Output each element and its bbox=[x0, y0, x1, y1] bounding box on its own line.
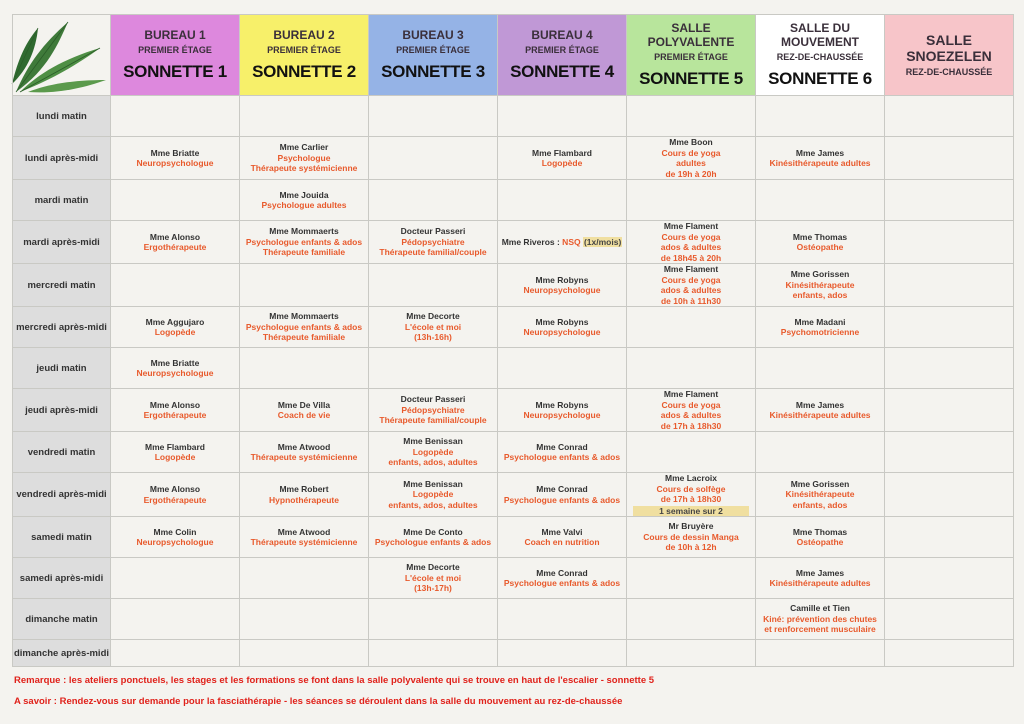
slot-cell bbox=[756, 137, 885, 180]
schedule-table bbox=[12, 14, 1014, 667]
slot-cell bbox=[498, 640, 627, 667]
slot-cell bbox=[885, 599, 1014, 640]
slot-cell bbox=[240, 517, 369, 558]
slot-cell bbox=[111, 473, 240, 517]
day-label: mercredi après-midi bbox=[13, 307, 111, 348]
day-label: lundi après-midi bbox=[13, 137, 111, 180]
slot-cell bbox=[627, 389, 756, 432]
room-floor: PREMIER ÉTAGE bbox=[525, 45, 599, 55]
practitioner-role: Psychologue bbox=[277, 152, 331, 163]
slot-cell bbox=[885, 473, 1014, 517]
practitioner-name: Mme Mommaerts bbox=[269, 311, 339, 322]
day-label: samedi matin bbox=[13, 517, 111, 558]
practitioner-name: Mme Flament bbox=[663, 389, 719, 399]
practitioner-role: de 19h à 20h bbox=[665, 168, 717, 179]
slot-cell bbox=[756, 180, 885, 221]
practitioner-role: Pédopsychiatre bbox=[401, 236, 465, 247]
slot-cell bbox=[369, 473, 498, 517]
slot-cell bbox=[369, 137, 498, 180]
column-header-1 bbox=[111, 15, 240, 96]
slot-cell bbox=[498, 432, 627, 473]
practitioner-role: enfants, ados bbox=[792, 499, 848, 510]
slot-cell bbox=[498, 389, 627, 432]
room-title: BUREAU 3 bbox=[402, 28, 464, 42]
room-title: BUREAU 2 bbox=[273, 28, 335, 42]
room-bell: SONNETTE 6 bbox=[768, 69, 872, 88]
slot-cell bbox=[369, 432, 498, 473]
day-label: lundi matin bbox=[13, 96, 111, 137]
note-remarque: Remarque : les ateliers ponctuels, les stages et les formations se font dans la salle polyvalente qui se trouve en haut de l'escalier - sonnette 5 bbox=[14, 675, 655, 686]
practitioner-name: Mme Flambard bbox=[532, 147, 592, 158]
practitioner-role: enfants, ados, adultes bbox=[388, 499, 478, 510]
slot-cell bbox=[756, 432, 885, 473]
practitioner-name: Docteur Passeri bbox=[400, 394, 466, 405]
practitioner-role: Cours de dessin Manga bbox=[643, 531, 739, 542]
practitioner-name: Mme Thomas bbox=[792, 231, 848, 242]
practitioner-role: Psychologue adultes bbox=[261, 200, 347, 210]
practitioner-role: Cours de yoga bbox=[661, 231, 721, 242]
practitioner-role: (13h-16h) bbox=[414, 332, 452, 343]
slot-cell bbox=[627, 221, 756, 264]
column-header-7 bbox=[885, 15, 1014, 96]
practitioner-name: Mme Flambard bbox=[145, 441, 205, 452]
slot-cell bbox=[111, 558, 240, 599]
slot-cell bbox=[627, 307, 756, 348]
practitioner-name: Mme Decorte bbox=[406, 311, 460, 322]
practitioner-name: Mme Valvi bbox=[541, 526, 583, 537]
slot-cell bbox=[885, 137, 1014, 180]
table-row bbox=[13, 307, 1014, 348]
practitioner-name: Mme Colin bbox=[153, 526, 197, 537]
practitioner-role: Cours de yoga bbox=[661, 147, 721, 158]
practitioner-name: Mme Robert bbox=[279, 484, 329, 494]
room-title: BUREAU 1 bbox=[144, 28, 206, 42]
practitioner-role: de 10h à 11h30 bbox=[660, 295, 721, 306]
slot-cell bbox=[627, 264, 756, 307]
slot-cell bbox=[369, 599, 498, 640]
table-row bbox=[13, 221, 1014, 264]
practitioner-role: ados & adultes bbox=[660, 410, 722, 420]
practitioner-role: de 17h à 18h30 bbox=[660, 420, 722, 431]
slot-cell bbox=[369, 348, 498, 389]
slot-cell bbox=[756, 264, 885, 307]
slot-cell bbox=[627, 137, 756, 180]
room-floor: PREMIER ÉTAGE bbox=[138, 45, 212, 55]
practitioner-name: Mme Robyns bbox=[535, 316, 589, 327]
practitioner-role: Kinésithérapeute adultes bbox=[769, 158, 871, 168]
slot-cell bbox=[885, 264, 1014, 307]
slot-cell bbox=[756, 348, 885, 389]
practitioner-role: Logopède bbox=[541, 158, 583, 168]
room-title: SALLE SNOEZELEN bbox=[906, 32, 992, 64]
room-floor: PREMIER ÉTAGE bbox=[267, 45, 341, 55]
slot-cell bbox=[885, 558, 1014, 599]
practitioner-role: adultes bbox=[676, 158, 706, 168]
slot-cell bbox=[885, 348, 1014, 389]
slot-cell bbox=[627, 599, 756, 640]
slot-cell bbox=[627, 517, 756, 558]
day-label: dimanche matin bbox=[13, 599, 111, 640]
room-title: SALLE POLYVALENTE bbox=[647, 21, 735, 49]
slot-cell bbox=[111, 599, 240, 640]
practitioner-role: Psychologue enfants & ados bbox=[245, 321, 363, 332]
practitioner-name: Mme Gorissen bbox=[790, 478, 850, 489]
day-label: mardi matin bbox=[13, 180, 111, 221]
slot-cell bbox=[369, 96, 498, 137]
slot-cell bbox=[498, 517, 627, 558]
practitioner-role: enfants, ados, adultes bbox=[388, 457, 478, 468]
practitioner-name: Mme Conrad bbox=[536, 441, 588, 452]
room-floor: REZ-DE-CHAUSSÉE bbox=[905, 67, 993, 77]
column-header-6 bbox=[756, 15, 885, 96]
practitioner-role: Kinésithérapeute adultes bbox=[769, 578, 871, 588]
slot-cell bbox=[756, 221, 885, 264]
practitioner-role: Kinésithérapeute adultes bbox=[769, 410, 871, 420]
practitioner-role: Neuropsychologue bbox=[523, 285, 601, 295]
practitioner-role: Thérapeute systémicienne bbox=[250, 537, 358, 547]
slot-cell bbox=[756, 473, 885, 517]
practitioner-role: ados & adultes bbox=[660, 242, 722, 252]
room-bell: SONNETTE 4 bbox=[510, 62, 614, 81]
practitioner-name: Mme Lacroix bbox=[665, 473, 717, 483]
practitioner-name: Mme Robyns bbox=[535, 274, 589, 285]
slot-cell bbox=[885, 96, 1014, 137]
practitioner-role: NSQ bbox=[559, 236, 583, 247]
practitioner-role: Psychologue enfants & ados bbox=[374, 537, 492, 547]
highlight-note: (1x/mois) bbox=[583, 236, 622, 247]
room-bell: SONNETTE 3 bbox=[381, 62, 485, 81]
practitioner-name: Mme James bbox=[795, 399, 845, 410]
practitioner-name: Mme Riveros : bbox=[501, 236, 560, 247]
slot-cell bbox=[627, 432, 756, 473]
practitioner-role: Neuropsychologue bbox=[523, 327, 601, 337]
practitioner-role: Kinésithérapeute bbox=[785, 489, 855, 500]
practitioner-name: Mme Flament bbox=[663, 264, 719, 274]
note-a-savoir: A savoir : Rendez-vous sur demande pour la fasciathérapie - les séances se déroulent dans la salle du mouvement au rez-de-chaussée bbox=[14, 696, 623, 707]
practitioner-name: Mme James bbox=[795, 147, 845, 158]
practitioner-role: Ergothérapeute bbox=[143, 410, 207, 420]
practitioner-role: Logopède bbox=[154, 327, 196, 337]
practitioner-name: Mme James bbox=[795, 567, 845, 578]
practitioner-role: Neuropsychologue bbox=[523, 410, 601, 420]
practitioner-role: Cours de yoga bbox=[661, 399, 721, 410]
table-row bbox=[13, 558, 1014, 599]
practitioner-role: Ergothérapeute bbox=[143, 242, 207, 252]
slot-cell bbox=[885, 432, 1014, 473]
slot-cell bbox=[498, 307, 627, 348]
slot-cell bbox=[498, 558, 627, 599]
slot-cell bbox=[369, 558, 498, 599]
slot-cell bbox=[627, 180, 756, 221]
slot-cell bbox=[240, 348, 369, 389]
slot-cell bbox=[111, 180, 240, 221]
practitioner-role: (13h-17h) bbox=[414, 583, 452, 594]
practitioner-role: Hypnothérapeute bbox=[269, 494, 339, 505]
slot-cell bbox=[369, 221, 498, 264]
practitioner-role: enfants, ados bbox=[792, 290, 848, 301]
practitioner-name: Mme Mommaerts bbox=[269, 226, 339, 237]
slot-cell bbox=[756, 517, 885, 558]
column-header-5 bbox=[627, 15, 756, 96]
table-row bbox=[13, 640, 1014, 667]
slot-cell bbox=[240, 221, 369, 264]
slot-cell bbox=[111, 137, 240, 180]
day-label: vendredi après-midi bbox=[13, 473, 111, 517]
room-title: BUREAU 4 bbox=[531, 28, 593, 42]
table-row bbox=[13, 517, 1014, 558]
practitioner-role: Neuropsychologue bbox=[136, 158, 214, 168]
practitioner-role: Thérapeute systémicienne bbox=[250, 452, 358, 462]
practitioner-role: ados & adultes bbox=[660, 285, 722, 295]
day-label: mardi après-midi bbox=[13, 221, 111, 264]
slot-cell bbox=[240, 180, 369, 221]
day-label: vendredi matin bbox=[13, 432, 111, 473]
table-row bbox=[13, 96, 1014, 137]
slot-cell bbox=[240, 473, 369, 517]
practitioner-role: Kiné: prévention des chutes bbox=[763, 613, 877, 624]
slot-cell bbox=[885, 180, 1014, 221]
practitioner-role: Psychologue enfants & ados bbox=[503, 494, 621, 505]
practitioner-name: Mme Jouida bbox=[279, 189, 329, 200]
room-title: SALLE DU MOUVEMENT bbox=[781, 21, 859, 49]
slot-cell bbox=[369, 640, 498, 667]
column-header-4 bbox=[498, 15, 627, 96]
practitioner-role: de 17h à 18h30 bbox=[660, 494, 722, 504]
room-floor: PREMIER ÉTAGE bbox=[396, 45, 470, 55]
slot-cell bbox=[627, 473, 756, 517]
practitioner-role: Coach de vie bbox=[277, 410, 331, 420]
practitioner-role: Psychologue enfants & ados bbox=[503, 452, 621, 462]
practitioner-name: Mme Gorissen bbox=[790, 269, 850, 280]
table-row bbox=[13, 473, 1014, 517]
practitioner-name: Mme Briatte bbox=[150, 147, 200, 158]
practitioner-name: Mme Robyns bbox=[535, 399, 589, 410]
practitioner-name: Docteur Passeri bbox=[400, 226, 466, 237]
slot-cell bbox=[885, 389, 1014, 432]
slot-cell bbox=[369, 307, 498, 348]
slot-cell bbox=[885, 640, 1014, 667]
slot-cell bbox=[240, 432, 369, 473]
slot-cell bbox=[756, 307, 885, 348]
day-label: dimanche après-midi bbox=[13, 640, 111, 667]
practitioner-name: Mme De Conto bbox=[403, 526, 463, 537]
table-row bbox=[13, 180, 1014, 221]
slot-cell bbox=[498, 473, 627, 517]
day-label: jeudi matin bbox=[13, 348, 111, 389]
column-header-3 bbox=[369, 15, 498, 96]
slot-cell bbox=[627, 558, 756, 599]
slot-cell bbox=[240, 558, 369, 599]
slot-cell bbox=[756, 558, 885, 599]
slot-cell bbox=[498, 96, 627, 137]
slot-cell bbox=[369, 389, 498, 432]
practitioner-name: Mme Conrad bbox=[536, 567, 588, 578]
practitioner-name: Mme Alonso bbox=[149, 399, 201, 410]
schedule-body bbox=[13, 96, 1014, 667]
practitioner-role: Neuropsychologue bbox=[136, 368, 214, 378]
room-bell: SONNETTE 2 bbox=[252, 62, 356, 81]
slot-cell bbox=[498, 599, 627, 640]
practitioner-name: Mme Aggujaro bbox=[145, 316, 205, 327]
slot-cell bbox=[111, 307, 240, 348]
practitioner-name: Mme Conrad bbox=[536, 484, 588, 494]
slot-cell bbox=[240, 137, 369, 180]
practitioner-role: Thérapeute systémicienne bbox=[250, 163, 358, 174]
table-row bbox=[13, 137, 1014, 180]
practitioner-role: Ergothérapeute bbox=[143, 494, 207, 505]
practitioner-name: Mme Atwood bbox=[277, 526, 331, 537]
practitioner-name: Mme Madani bbox=[794, 316, 846, 327]
practitioner-role: Logopède bbox=[412, 446, 454, 457]
header-row bbox=[13, 15, 1014, 96]
practitioner-name: Mme Atwood bbox=[277, 441, 331, 452]
room-floor: PREMIER ÉTAGE bbox=[654, 52, 728, 62]
slot-cell bbox=[627, 640, 756, 667]
practitioner-role: et renforcement musculaire bbox=[764, 624, 876, 635]
practitioner-role: Ostéopathe bbox=[796, 242, 844, 252]
practitioner-role: Thérapeute familiale bbox=[262, 247, 346, 258]
practitioner-role: Coach en nutrition bbox=[524, 537, 600, 547]
slot-cell bbox=[240, 640, 369, 667]
slot-cell bbox=[111, 264, 240, 307]
practitioner-name: Mme Thomas bbox=[792, 526, 848, 537]
practitioner-role: Neuropsychologue bbox=[136, 537, 214, 547]
practitioner-role: Psychomotricienne bbox=[780, 327, 860, 337]
slot-cell bbox=[756, 96, 885, 137]
table-row bbox=[13, 599, 1014, 640]
practitioner-role: Logopède bbox=[412, 489, 454, 500]
slot-cell bbox=[498, 180, 627, 221]
slot-cell bbox=[756, 389, 885, 432]
day-label: mercredi matin bbox=[13, 264, 111, 307]
table-row bbox=[13, 264, 1014, 307]
slot-cell bbox=[369, 180, 498, 221]
slot-cell bbox=[498, 264, 627, 307]
table-row bbox=[13, 432, 1014, 473]
slot-cell bbox=[498, 137, 627, 180]
practitioner-role: Cours de yoga bbox=[661, 274, 721, 285]
slot-cell bbox=[111, 389, 240, 432]
practitioner-name: Mme Boon bbox=[669, 137, 713, 147]
day-label: jeudi après-midi bbox=[13, 389, 111, 432]
slot-cell bbox=[240, 264, 369, 307]
practitioner-name: Mme Alonso bbox=[149, 231, 201, 242]
practitioner-name: Camille et Tien bbox=[790, 603, 850, 614]
practitioner-role: Logopède bbox=[154, 452, 196, 462]
practitioner-name: Mme Alonso bbox=[149, 484, 201, 494]
practitioner-role: de 10h à 12h bbox=[665, 542, 717, 553]
slot-cell bbox=[756, 599, 885, 640]
slot-cell bbox=[240, 599, 369, 640]
slot-cell bbox=[240, 389, 369, 432]
slot-cell bbox=[756, 640, 885, 667]
day-label: samedi après-midi bbox=[13, 558, 111, 599]
practitioner-name: Mme Benissan bbox=[403, 478, 463, 489]
practitioner-role: Pédopsychiatre bbox=[401, 404, 465, 415]
room-floor: REZ-DE-CHAUSSÉE bbox=[776, 52, 864, 62]
slot-cell bbox=[240, 96, 369, 137]
practitioner-role: Ostéopathe bbox=[796, 537, 844, 547]
slot-cell bbox=[111, 221, 240, 264]
slot-cell bbox=[498, 221, 627, 264]
slot-cell bbox=[498, 348, 627, 389]
practitioner-role: Psychologue enfants & ados bbox=[503, 578, 621, 588]
practitioner-name: Mme Benissan bbox=[403, 436, 463, 447]
slot-cell bbox=[111, 96, 240, 137]
practitioner-name: Mme Carlier bbox=[279, 142, 329, 153]
slot-cell bbox=[885, 307, 1014, 348]
practitioner-role: Thérapeute familial/couple bbox=[379, 247, 487, 258]
practitioner-role: L'école et moi bbox=[404, 321, 462, 332]
practitioner-name: Mme Decorte bbox=[406, 562, 460, 573]
practitioner-role: Thérapeute familial/couple bbox=[379, 415, 487, 426]
slot-cell bbox=[111, 348, 240, 389]
practitioner-role: L'école et moi bbox=[404, 572, 462, 583]
corner-cell bbox=[13, 15, 111, 96]
practitioner-role: Cours de solfège bbox=[656, 483, 726, 494]
practitioner-name: Mme Flament bbox=[663, 221, 719, 231]
practitioner-role: de 18h45 à 20h bbox=[660, 252, 722, 263]
practitioner-role: Thérapeute familiale bbox=[262, 332, 346, 343]
highlight-note: 1 semaine sur 2 bbox=[633, 506, 749, 517]
slot-cell bbox=[111, 517, 240, 558]
practitioner-role: Kinésithérapeute bbox=[785, 279, 855, 290]
slot-cell bbox=[369, 517, 498, 558]
practitioner-name: Mme Briatte bbox=[150, 357, 200, 368]
room-bell: SONNETTE 1 bbox=[123, 62, 227, 81]
table-row bbox=[13, 348, 1014, 389]
practitioner-name: Mme De Villa bbox=[277, 399, 331, 410]
practitioner-name: Mr Bruyère bbox=[668, 521, 714, 532]
table-row bbox=[13, 389, 1014, 432]
slot-cell bbox=[111, 640, 240, 667]
slot-cell bbox=[240, 307, 369, 348]
slot-cell bbox=[111, 432, 240, 473]
slot-cell bbox=[627, 348, 756, 389]
room-bell: SONNETTE 5 bbox=[639, 69, 743, 88]
column-header-2 bbox=[240, 15, 369, 96]
practitioner-role: Psychologue enfants & ados bbox=[245, 236, 363, 247]
slot-cell bbox=[885, 517, 1014, 558]
slot-cell bbox=[627, 96, 756, 137]
slot-cell bbox=[885, 221, 1014, 264]
slot-cell bbox=[369, 264, 498, 307]
